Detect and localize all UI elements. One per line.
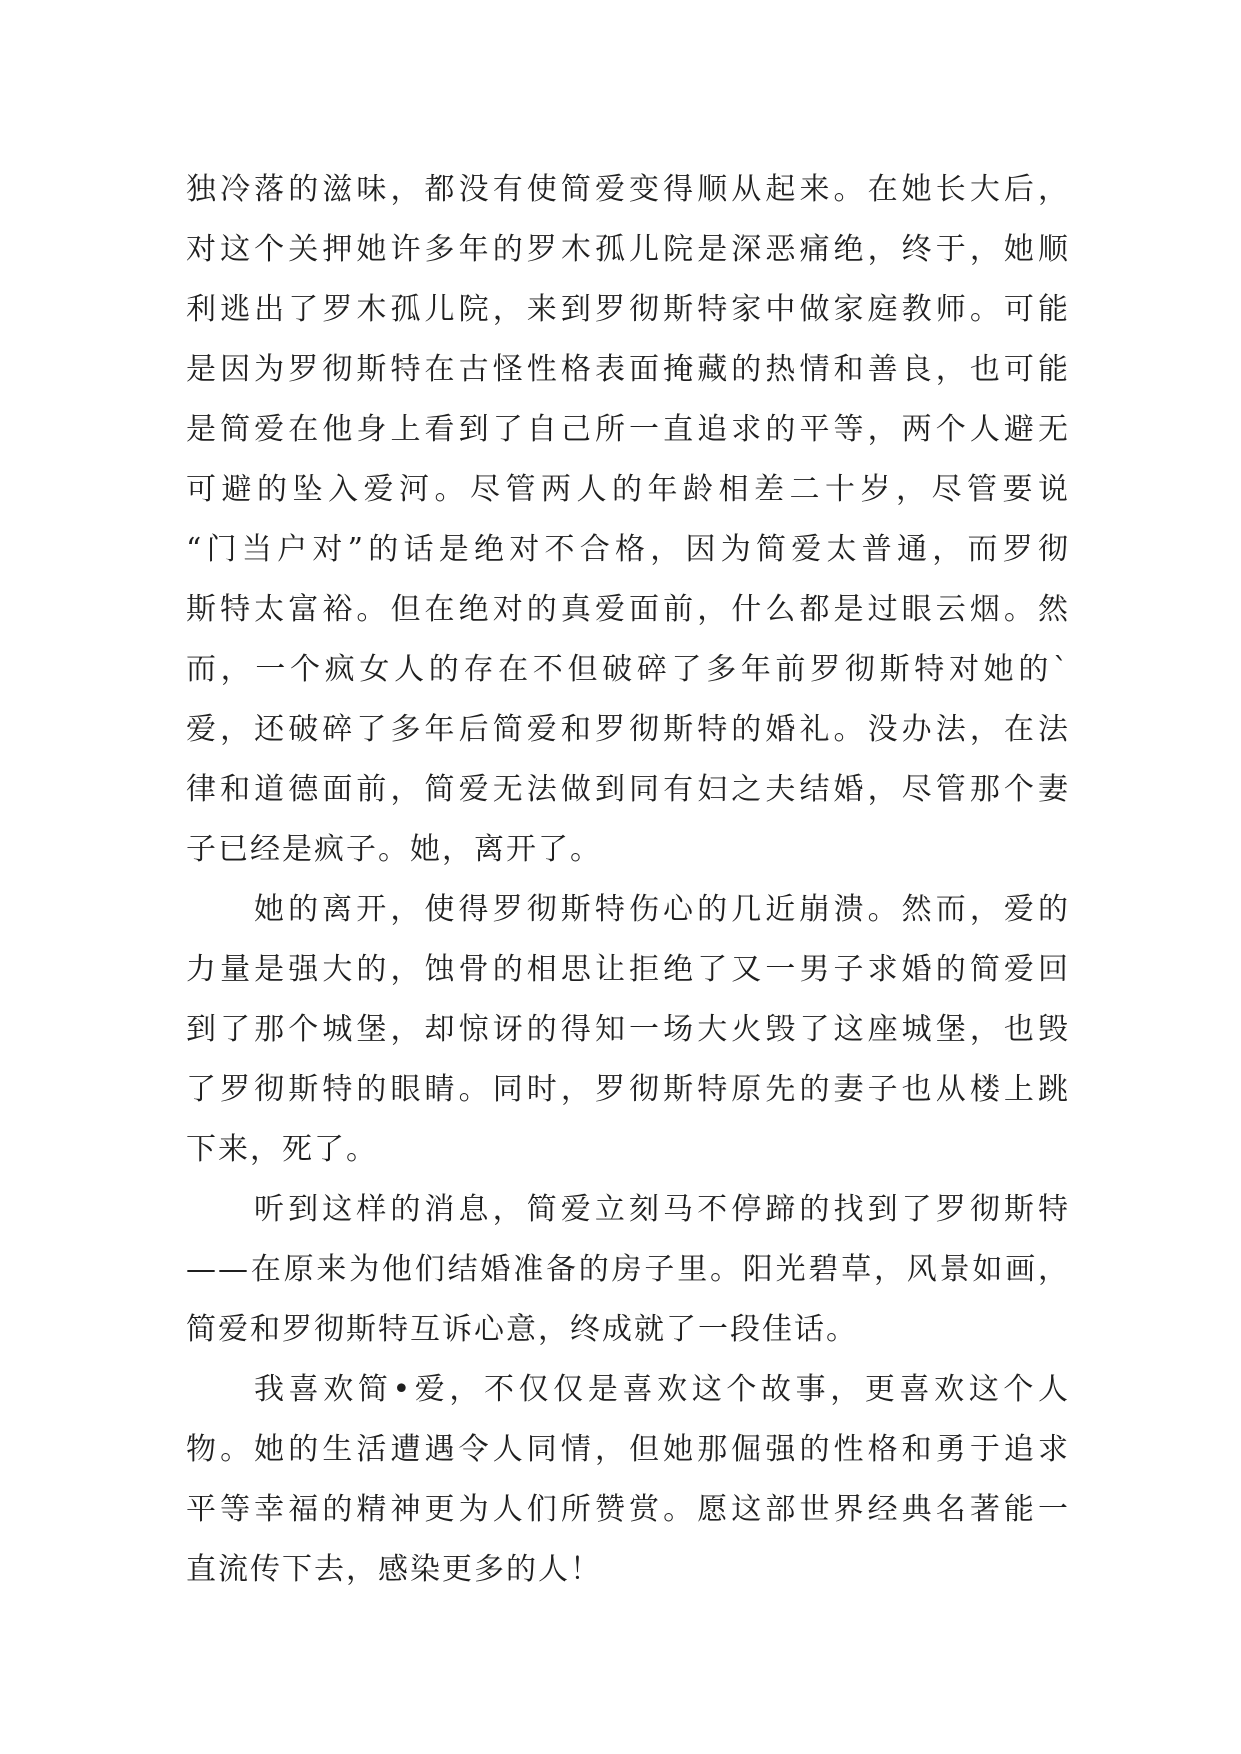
text-line: 斯特太富裕。但在绝对的真爱面前，什么都是过眼云烟。然 — [186, 592, 1070, 627]
paragraph-first-line: 她的离开，使得罗彻斯特伤心的几近崩溃。然而，爱的 — [254, 892, 1070, 927]
text-line: 律和道德面前，简爱无法做到同有妇之夫结婚，尽管那个妻 — [186, 772, 1070, 807]
text-line: 而，一个疯女人的存在不但破碎了多年前罗彻斯特对她的` — [186, 652, 1070, 687]
text-line: ——在原来为他们结婚准备的房子里。阳光碧草，风景如画， — [186, 1252, 1070, 1287]
text-line: 独冷落的滋味，都没有使简爱变得顺从起来。在她长大后， — [186, 172, 1070, 207]
text-line: 力量是强大的，蚀骨的相思让拒绝了又一男子求婚的简爱回 — [186, 952, 1070, 987]
paragraph-first-line: 听到这样的消息，简爱立刻马不停蹄的找到了罗彻斯特 — [254, 1192, 1070, 1227]
text-line: 简爱和罗彻斯特互诉心意，终成就了一段佳话。 — [186, 1312, 858, 1347]
paragraph-first-line: 我喜欢简•爱，不仅仅是喜欢这个故事，更喜欢这个人 — [254, 1372, 1070, 1407]
text-line: 到了那个城堡，却惊讶的得知一场大火毁了这座城堡，也毁 — [186, 1012, 1070, 1047]
text-line: 可避的坠入爱河。尽管两人的年龄相差二十岁，尽管要说 — [186, 472, 1070, 507]
text-line: 下来，死了。 — [186, 1132, 378, 1167]
text-line: 爱，还破碎了多年后简爱和罗彻斯特的婚礼。没办法，在法 — [186, 712, 1070, 747]
text-line: 是因为罗彻斯特在古怪性格表面掩藏的热情和善良，也可能 — [186, 352, 1070, 387]
text-line: 直流传下去，感染更多的人！ — [186, 1552, 602, 1587]
essay-body — [186, 160, 1070, 1600]
text-line: 物。她的生活遭遇令人同情，但她那倔强的性格和勇于追求 — [186, 1432, 1070, 1467]
text-line: 子已经是疯子。她，离开了。 — [186, 832, 602, 867]
text-line: 对这个关押她许多年的罗木孤儿院是深恶痛绝，终于，她顺 — [186, 232, 1070, 267]
text-line: 平等幸福的精神更为人们所赞赏。愿这部世界经典名著能一 — [186, 1492, 1070, 1527]
text-line: 利逃出了罗木孤儿院，来到罗彻斯特家中做家庭教师。可能 — [186, 292, 1070, 327]
text-line: 了罗彻斯特的眼睛。同时，罗彻斯特原先的妻子也从楼上跳 — [186, 1072, 1070, 1107]
text-line: “门当户对”的话是绝对不合格，因为简爱太普通，而罗彻 — [186, 532, 1070, 567]
text-line: 是简爱在他身上看到了自己所一直追求的平等，两个人避无 — [186, 412, 1070, 447]
